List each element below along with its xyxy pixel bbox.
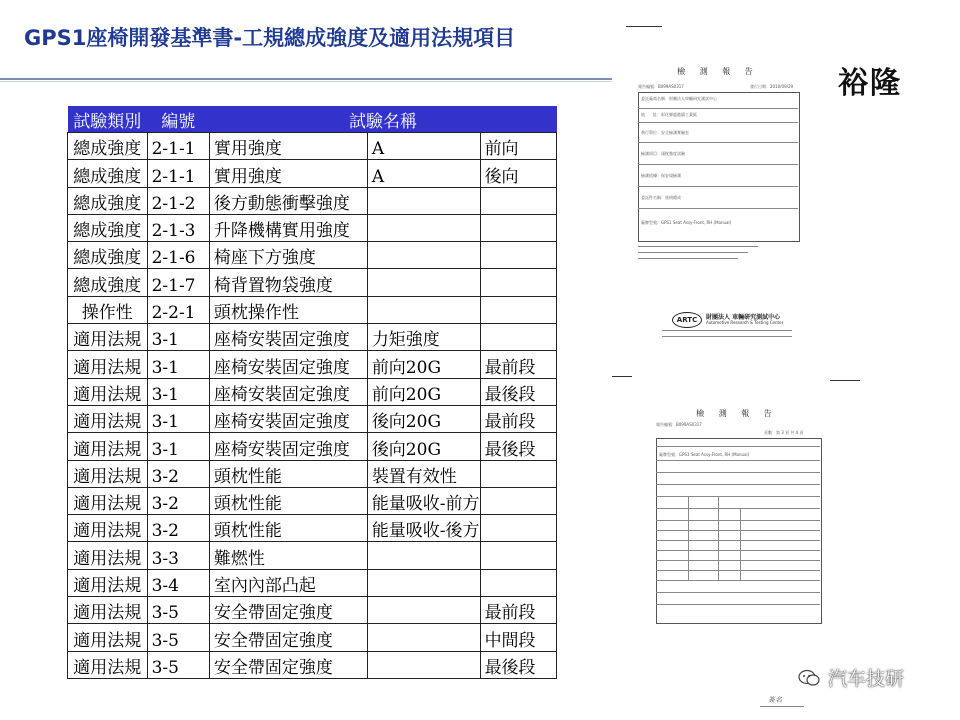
cell-detail: 裝置有效性	[367, 460, 480, 487]
report-title: 檢 測 報 告	[677, 67, 759, 76]
cell-extra	[480, 569, 556, 596]
cell-category: 適用法規	[68, 515, 148, 542]
cell-test-name: 後方動態衝擊強度	[209, 187, 367, 214]
header-code: 編號	[147, 106, 209, 133]
cell-category: 適用法規	[68, 324, 148, 351]
cell-detail	[367, 214, 480, 241]
cell-code: 3-1	[147, 351, 209, 378]
item-label: 檢測項目：頭枕強度試驗	[641, 151, 685, 156]
cell-category: 適用法規	[68, 433, 148, 460]
cell-extra: 最前段	[480, 351, 556, 378]
cell-category: 適用法規	[68, 597, 148, 624]
artc-org-name: 財團法人 車輛研究測試中心	[706, 314, 781, 321]
cell-category: 操作性	[68, 296, 148, 323]
doc-edge-mark	[830, 380, 860, 381]
report-number: 報告編號：B099AS0317	[638, 84, 684, 89]
cell-code: 2-2-1	[147, 296, 209, 323]
cell-test-name: 安全帶固定強度	[209, 651, 367, 678]
cell-extra: 最後段	[480, 433, 556, 460]
table-row	[68, 133, 557, 160]
cell-extra	[480, 515, 556, 542]
cell-category: 總成強度	[68, 187, 148, 214]
table-row	[68, 624, 557, 651]
cell-code: 3-4	[147, 569, 209, 596]
table-row	[68, 542, 557, 569]
table-row	[68, 187, 557, 214]
report2-number: 報告編號：B099AS0317	[656, 422, 702, 427]
report2-signature: 簽名	[768, 696, 782, 704]
cell-code: 3-2	[147, 460, 209, 487]
cell-extra	[480, 487, 556, 514]
cell-test-name: 座椅安裝固定強度	[209, 405, 367, 432]
cell-detail: 前向20G	[367, 378, 480, 405]
cell-test-name: 實用強度	[209, 160, 367, 187]
cell-code: 3-5	[147, 651, 209, 678]
table-row	[68, 242, 557, 269]
cell-detail	[367, 269, 480, 296]
cell-category: 適用法規	[68, 378, 148, 405]
cell-detail	[367, 597, 480, 624]
report2-table	[656, 438, 822, 624]
cell-extra	[480, 187, 556, 214]
cell-category: 適用法規	[68, 460, 148, 487]
cell-extra	[480, 269, 556, 296]
cell-extra: 中間段	[480, 624, 556, 651]
unit-label: 執行單位：安全檢測實驗室	[641, 130, 689, 135]
table-header-row	[68, 106, 557, 133]
cell-detail	[367, 624, 480, 651]
cell-detail	[367, 242, 480, 269]
brand-logo: 裕隆	[838, 66, 902, 101]
cell-extra	[480, 214, 556, 241]
table-row	[68, 597, 557, 624]
applicant-label: 委託廠商名稱：財團法人車輛研究測試中心	[641, 96, 717, 101]
cell-code: 2-1-2	[147, 187, 209, 214]
cell-detail: 前向20G	[367, 351, 480, 378]
title-divider	[0, 78, 612, 80]
report2-page: 頁數：第 3 頁 共 4 頁	[764, 430, 804, 435]
wechat-icon	[798, 669, 820, 687]
cell-test-name: 座椅安裝固定強度	[209, 378, 367, 405]
cell-category: 總成強度	[68, 214, 148, 241]
cell-category: 適用法規	[68, 351, 148, 378]
header-test-name: 試驗名稱	[209, 106, 556, 133]
cell-category: 總成強度	[68, 160, 148, 187]
cell-code: 3-2	[147, 487, 209, 514]
model-label: 廠牌型號：GPS1 Seat Assy-Front, RH (Manual)	[641, 220, 732, 225]
cell-category: 適用法規	[68, 542, 148, 569]
cell-test-name: 安全帶固定強度	[209, 597, 367, 624]
cell-category: 適用法規	[68, 405, 148, 432]
cell-extra: 最前段	[480, 405, 556, 432]
sample-label: 委託件名稱：座椅總成	[641, 195, 681, 200]
cell-extra: 前向	[480, 133, 556, 160]
cell-detail	[367, 651, 480, 678]
cell-code: 3-5	[147, 624, 209, 651]
cell-code: 3-1	[147, 324, 209, 351]
cell-category: 適用法規	[68, 651, 148, 678]
cell-extra	[480, 542, 556, 569]
table-row	[68, 351, 557, 378]
cell-category: 適用法規	[68, 487, 148, 514]
table-row	[68, 460, 557, 487]
cell-test-name: 椅座下方強度	[209, 242, 367, 269]
cell-category: 適用法規	[68, 624, 148, 651]
cell-extra	[480, 460, 556, 487]
cell-test-name: 安全帶固定強度	[209, 624, 367, 651]
cell-extra: 最後段	[480, 651, 556, 678]
title-divider-shadow	[0, 81, 612, 82]
table-row	[68, 378, 557, 405]
cell-detail: A	[367, 133, 480, 160]
cell-test-name: 座椅安裝固定強度	[209, 433, 367, 460]
table-row	[68, 296, 557, 323]
cell-test-name: 椅背置物袋強度	[209, 269, 367, 296]
cell-extra	[480, 324, 556, 351]
address-label: 地 址：彰化縣鹿港鎮工業區	[641, 112, 697, 117]
cell-extra: 最後段	[480, 378, 556, 405]
cell-test-name: 升降機構實用強度	[209, 214, 367, 241]
cell-detail: A	[367, 160, 480, 187]
cell-detail	[367, 542, 480, 569]
report2-title: 檢 測 報 告	[696, 409, 778, 418]
cell-code: 2-1-1	[147, 160, 209, 187]
test-report-page-1	[632, 62, 804, 380]
cell-code: 2-1-1	[147, 133, 209, 160]
cell-detail: 力矩強度	[367, 324, 480, 351]
cell-test-name: 難燃性	[209, 542, 367, 569]
cell-detail: 能量吸收-後方	[367, 515, 480, 542]
table-row	[68, 405, 557, 432]
cell-detail	[367, 187, 480, 214]
cell-code: 3-5	[147, 597, 209, 624]
cell-detail	[367, 569, 480, 596]
header-category: 試驗類別	[68, 106, 148, 133]
cell-extra	[480, 296, 556, 323]
cell-extra: 最前段	[480, 597, 556, 624]
table-row	[68, 214, 557, 241]
table-row	[68, 487, 557, 514]
method-label: 檢測依據：保安規檢測	[641, 173, 681, 178]
doc-edge-mark	[612, 376, 632, 377]
cell-detail: 後向20G	[367, 405, 480, 432]
cell-category: 總成強度	[68, 269, 148, 296]
cell-extra	[480, 242, 556, 269]
cell-test-name: 頭枕操作性	[209, 296, 367, 323]
cell-category: 總成強度	[68, 133, 148, 160]
cell-code: 3-1	[147, 405, 209, 432]
cell-test-name: 室內內部凸起	[209, 569, 367, 596]
slide-title: GPS1座椅開發基準書-工規總成強度及適用法規項目	[24, 26, 516, 50]
cell-test-name: 頭枕性能	[209, 515, 367, 542]
cell-test-name: 頭枕性能	[209, 460, 367, 487]
cell-category: 適用法規	[68, 569, 148, 596]
cell-code: 2-1-6	[147, 242, 209, 269]
cell-code: 2-1-7	[147, 269, 209, 296]
table-body	[68, 133, 557, 679]
cell-detail: 能量吸收-前方	[367, 487, 480, 514]
cell-test-name: 實用強度	[209, 133, 367, 160]
table-row	[68, 515, 557, 542]
table-row	[68, 569, 557, 596]
table-row	[68, 324, 557, 351]
report2-model: 廠牌型號：GPS1 Seat Assy-Front, RH (Manual)	[659, 452, 750, 457]
table-row	[68, 433, 557, 460]
test-items-table	[67, 106, 557, 679]
cell-extra: 後向	[480, 160, 556, 187]
watermark-text: 汽车技研	[828, 668, 905, 690]
cell-code: 3-1	[147, 433, 209, 460]
table-row	[68, 269, 557, 296]
cell-test-name: 頭枕性能	[209, 487, 367, 514]
cell-code: 2-1-3	[147, 214, 209, 241]
table-row	[68, 651, 557, 678]
cell-code: 3-1	[147, 378, 209, 405]
cell-code: 3-3	[147, 542, 209, 569]
cell-test-name: 座椅安裝固定強度	[209, 324, 367, 351]
table-row	[68, 160, 557, 187]
artc-logo: ARTC	[672, 312, 702, 328]
doc-edge-mark	[626, 26, 662, 27]
artc-org-english: Automotive Research & Testing Center	[706, 320, 784, 325]
report-date: 發行日期：2010/09/29	[750, 84, 794, 89]
cell-detail: 後向20G	[367, 433, 480, 460]
cell-category: 總成強度	[68, 242, 148, 269]
cell-code: 3-2	[147, 515, 209, 542]
cell-test-name: 座椅安裝固定強度	[209, 351, 367, 378]
cell-detail	[367, 296, 480, 323]
